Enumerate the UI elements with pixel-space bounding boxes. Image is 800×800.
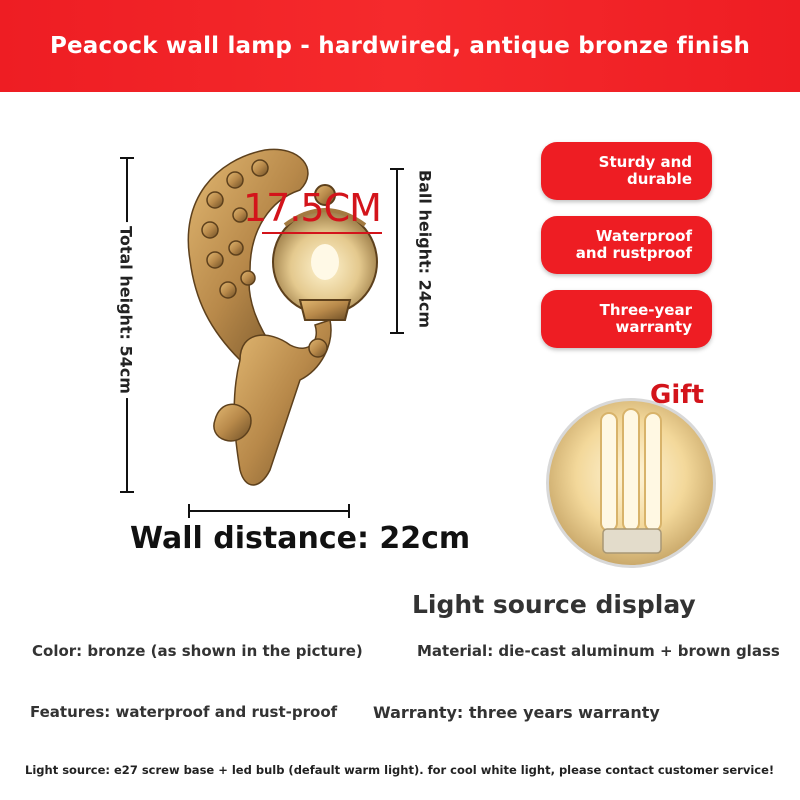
ball-height-line <box>396 168 398 333</box>
wall-distance-cap-left <box>188 504 190 518</box>
feature-badge-label: Waterproof and rustproof <box>575 227 692 262</box>
wall-distance-cap-right <box>348 504 350 518</box>
spec-material: Material: die-cast aluminum + brown glass <box>417 642 780 660</box>
total-height-label: Total height: 54cm <box>117 222 136 398</box>
spec-color: Color: bronze (as shown in the picture) <box>32 642 363 660</box>
total-height-cap-bottom <box>120 491 134 493</box>
feature-badge-label: Sturdy and durable <box>598 153 692 188</box>
spec-warranty: Warranty: three years warranty <box>373 703 660 722</box>
page-title: Peacock wall lamp - hardwired, antique bronze finish <box>49 33 751 59</box>
wall-distance-label: Wall distance: 22cm <box>130 521 471 556</box>
ball-height-label: Ball height: 24cm <box>416 166 435 332</box>
ball-height-cap-bottom <box>390 332 404 334</box>
width-line <box>262 232 382 234</box>
wall-distance-line <box>188 510 350 512</box>
feature-badge-label: Three-year warranty <box>599 301 692 336</box>
width-label: 17.5CM <box>243 186 381 230</box>
light-source-caption: Light source display <box>412 590 696 619</box>
spec-features: Features: waterproof and rust-proof <box>30 703 338 721</box>
gift-label: Gift <box>650 380 704 410</box>
led-corn-bulb-image <box>546 398 716 568</box>
ball-height-cap-top <box>390 168 404 170</box>
feature-badge-warranty <box>541 290 712 348</box>
bulb-illustration <box>549 401 713 565</box>
total-height-cap-top <box>120 157 134 159</box>
feature-badge-waterproof <box>541 216 712 274</box>
footer-note: Light source: e27 screw base + led bulb (default warm light). for cool white light, please contact customer service! <box>25 763 775 777</box>
feature-badge-sturdy <box>541 142 712 200</box>
